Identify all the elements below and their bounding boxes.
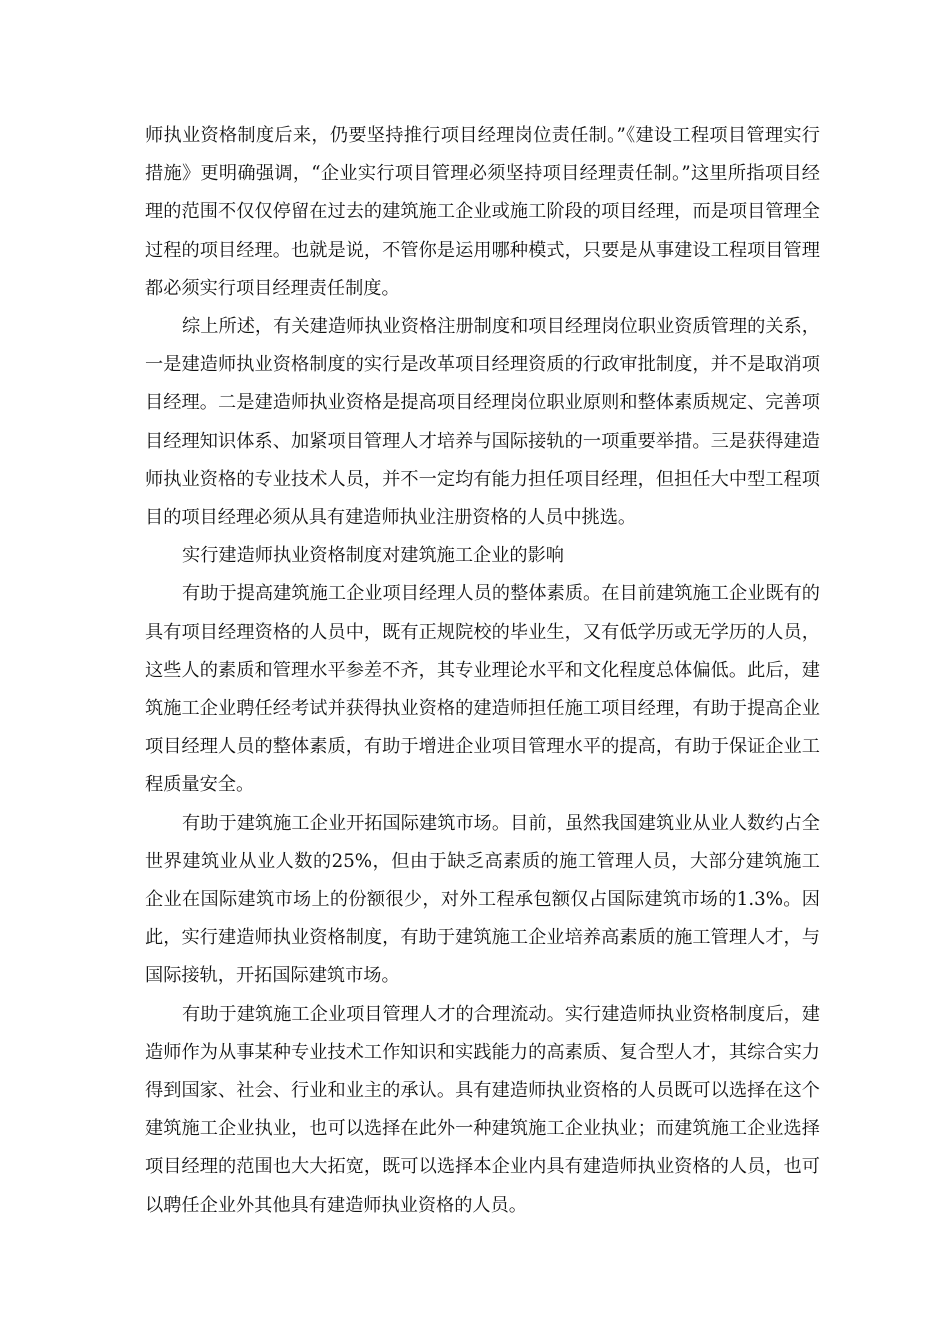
paragraph-improve-overall-quality: 有助于提高建筑施工企业项目经理人员的整体素质。在目前建筑施工企业既有的具有项目经理资格的人员中，既有正规院校的毕业生，又有低学历或无学历的人员，这些人的素质和管理水平参差不齐，其专业理论水平和文化程度总体偏低。此后，建筑施工企业聘任经考试并获得执业资格的建造师担任施工项目经理，有助于提高企业项目经理人员的整体素质，有助于增进企业项目管理水平的提高，有助于保证企业工程质量安全。 — [145, 583, 820, 796]
section-heading-impact-on-enterprises: 实行建造师执业资格制度对建筑施工企业的影响 — [182, 545, 564, 567]
paragraph-international-market: 有助于建筑施工企业开拓国际建筑市场。目前，虽然我国建筑业从业人数约占全世界建筑业从业人数的25%，但由于缺乏高素质的施工管理人员，大部分建筑施工企业在国际建筑市场上的份额很少，对外工程承包额仅占国际建筑市场的1.3%。因此，实行建造师执业资格制度，有助于建筑施工企业培养高素质的施工管理人才，与国际接轨，开拓国际建筑市场。 — [145, 812, 820, 987]
document-body — [145, 117, 820, 1225]
paragraph-continued-project-manager-system: 师执业资格制度后来，仍要坚持推行项目经理岗位责任制。”《建设工程项目管理实行措施》更明确强调，“企业实行项目管理必须坚持项目经理责任制。”这里所指项目经理的范围不仅仅停留在过去的建筑施工企业或施工阶段的项目经理，而是项目管理全过程的项目经理。也就是说，不管你是运用哪种模式，只要是从事建设工程项目管理都必须实行项目经理责任制度。 — [145, 125, 820, 299]
paragraph-talent-mobility: 有助于建筑施工企业项目管理人才的合理流动。实行建造师执业资格制度后，建造师作为从事某种专业技术工作知识和实践能力的高素质、复合型人才，其综合实力得到国家、社会、行业和业主的承认。具有建造师执业资格的人员既可以选择在这个建筑施工企业执业，也可以选择在此外一种建筑施工企业执业；而建筑施工企业选择项目经理的范围也大大拓宽，既可以选择本企业内具有建造师执业资格的人员，也可以聘任企业外其他具有建造师执业资格的人员。 — [145, 1003, 820, 1216]
paragraph-summary-relationship: 综上所述，有关建造师执业资格注册制度和项目经理岗位职业资质管理的关系，一是建造师执业资格制度的实行是改革项目经理资质的行政审批制度，并不是取消项目经理。二是建造师执业资格是提高项目经理岗位职业原则和整体素质规定、完善项目经理知识体系、加紧项目管理人才培养与国际接轨的一项重要举措。三是获得建造师执业资格的专业技术人员，并不一定均有能力担任项目经理，但担任大中型工程项目的项目经理必须从具有建造师执业注册资格的人员中挑选。 — [145, 316, 820, 529]
